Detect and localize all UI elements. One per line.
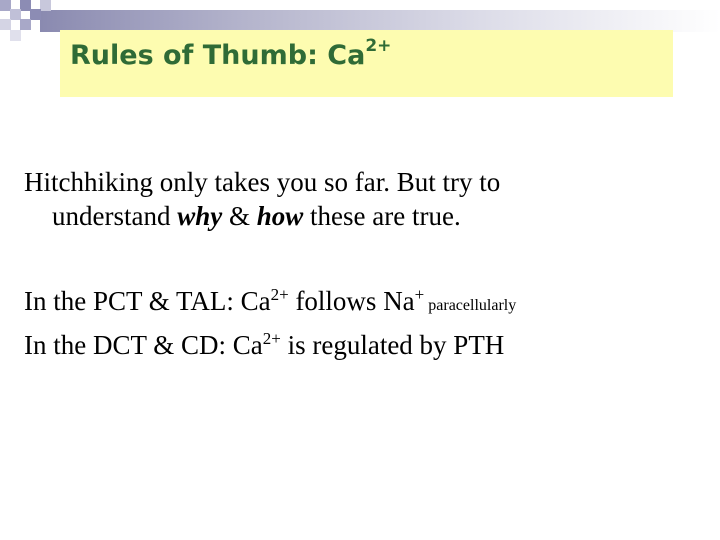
paragraph-hitchhiking [24,165,500,233]
title-text: Rules of Thumb: Ca [70,40,366,71]
emphasis-how: how [256,201,304,231]
rule1-na-charge: + [414,285,425,304]
emphasis-why: why [177,201,223,231]
rule1-suffix: paracellularly [424,297,517,314]
rule2-prefix: In the DCT & CD: Ca [24,330,263,360]
paragraph1-line2 [24,201,461,231]
slide-title [70,36,392,71]
rule1-middle: follows Na [288,286,415,316]
title-charge: 2+ [365,36,392,56]
rule2-ca-charge: 2+ [262,329,281,348]
paragraph1-line2-end: these are true. [303,201,461,231]
rule2-suffix: is regulated by PTH [280,330,505,360]
rule1-ca-charge: 2+ [270,285,289,304]
rule1-prefix: In the PCT & TAL: Ca [24,286,271,316]
rule-pct-tal [24,284,516,323]
paragraph1-line1: Hitchhiking only takes you so far. But try to [24,167,501,197]
paragraph1-ampersand: & [222,201,257,231]
rule-dct-cd [24,328,504,362]
paragraph1-line2-start: understand [52,201,178,231]
